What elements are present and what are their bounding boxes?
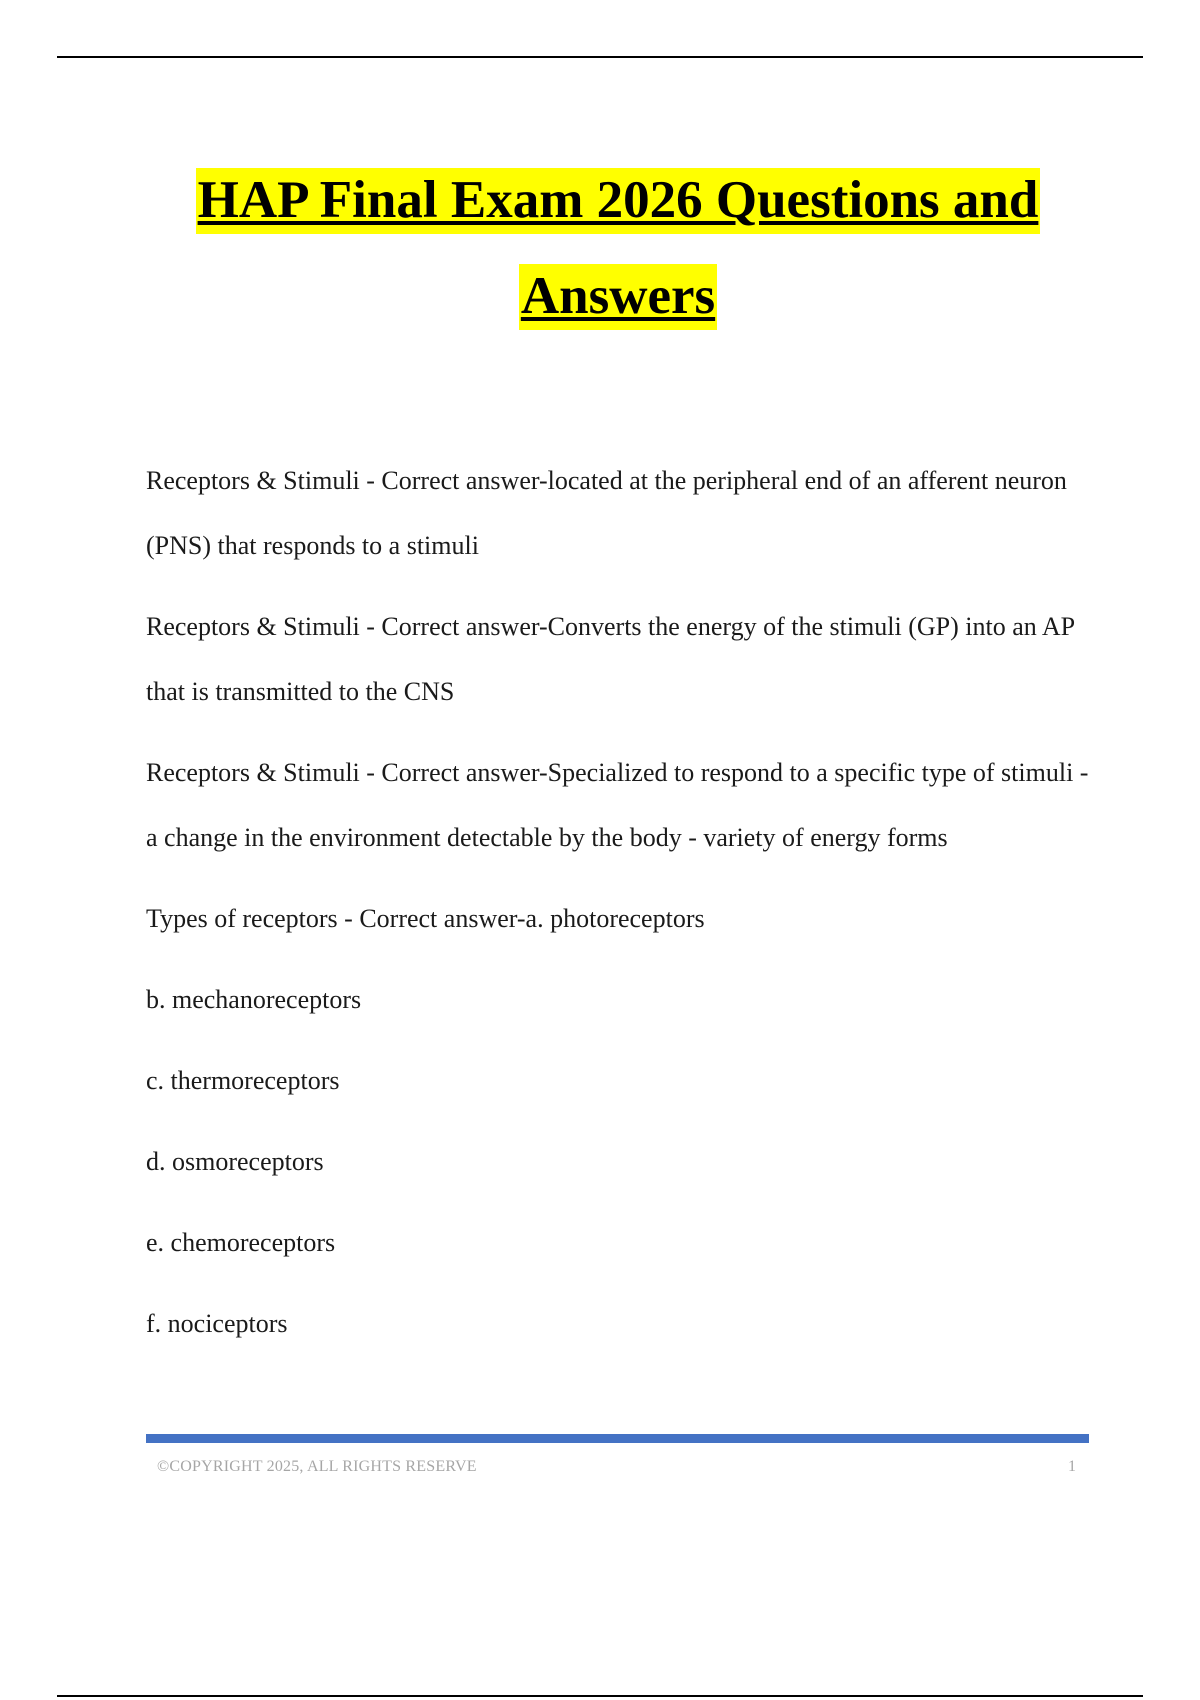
- footer-bar: [146, 1434, 1089, 1443]
- paragraph: Types of receptors - Correct answer-a. photoreceptors: [146, 904, 705, 933]
- list-item: f. nociceptors: [146, 1309, 288, 1338]
- title-line-2: Answers: [519, 264, 717, 330]
- list-item: b. mechanoreceptors: [146, 985, 362, 1014]
- paragraph: Receptors & Stimuli - Correct answer-Converts the energy of the stimuli (GP) into an AP that is transmitted to the CNS: [146, 612, 1075, 706]
- paragraph: Receptors & Stimuli - Correct answer-located at the peripheral end of an afferent neuron (PNS) that responds to a stimuli: [146, 466, 1067, 560]
- paragraph: Receptors & Stimuli - Correct answer-Specialized to respond to a specific type of stimuli - a change in the environment detectable by the body - variety of energy forms: [146, 758, 1089, 852]
- top-divider: [57, 56, 1143, 58]
- document-title: [0, 168, 1200, 330]
- list-item: d. osmoreceptors: [146, 1147, 324, 1176]
- title-line-1: HAP Final Exam 2026 Questions and: [196, 168, 1041, 234]
- list-item: e. chemoreceptors: [146, 1228, 336, 1257]
- footer-copyright: ©COPYRIGHT 2025, ALL RIGHTS RESERVE: [157, 1458, 477, 1475]
- document-body: [146, 448, 1096, 1372]
- list-item: c. thermoreceptors: [146, 1066, 340, 1095]
- bottom-divider: [57, 1695, 1143, 1697]
- footer-page-number: 1: [1068, 1458, 1076, 1475]
